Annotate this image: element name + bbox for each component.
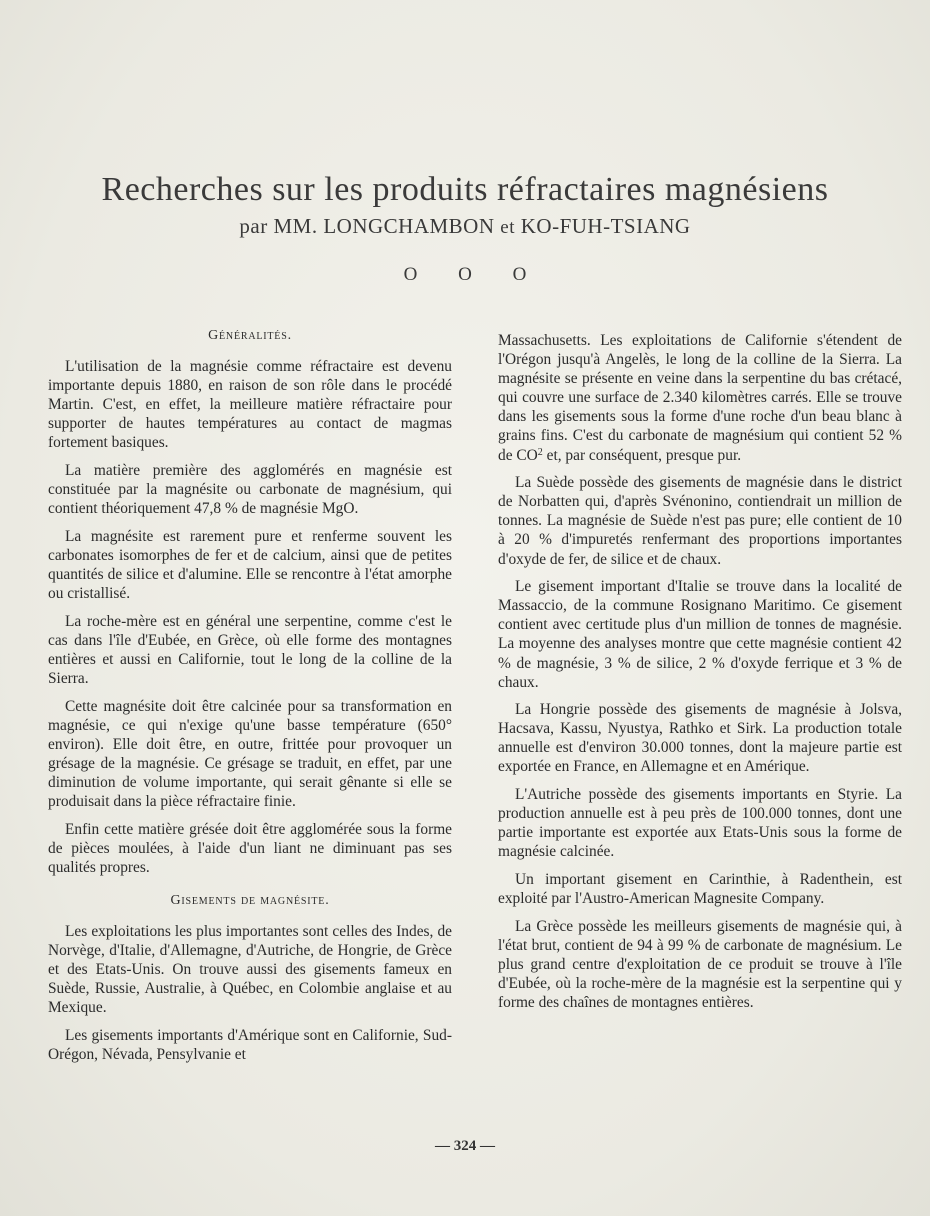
paragraph: La roche-mère est en général une serpentine, comme c'est le cas dans l'île d'Eubée, en Grèce, où elle forme des montagnes entières et aussi en Californie, tout le long de la colline de la Sierra. bbox=[48, 612, 452, 687]
paragraph: La Hongrie possède des gisements de magnésie à Jolsva, Hacsava, Kassu, Nyustya, Rathko et Sirk. La production totale annuelle est d'environ 30.000 tonnes, dont la majeure partie est exportée en France, en Allemagne et en Amérique. bbox=[498, 701, 902, 776]
paragraph: Les gisements importants d'Amérique sont en Californie, Sud-Orégon, Névada, Pensylvanie et bbox=[48, 1027, 452, 1064]
paragraph-text: Massachusetts. Les exploitations de Californie s'étendent de l'Orégon jusqu'à Angelès, le long de la colline de la Sierra. La magnésite se présente en veine dans la serpentine du bas crétacé, qui couvre une surface de 2.340 kilomètres carrés. Elle se trouve dans les gisements sous la forme d'une roche d'un beau blanc à grains fins. C'est du carbonate de magnésium qui contient 52 % de CO bbox=[498, 332, 902, 464]
byline-par: par bbox=[239, 214, 268, 238]
paragraph: La magnésite est rarement pure et renferme souvent les carbonates isomorphes de fer et de calcium, ainsi que de petites quantités de silice et d'alumine. Elle se rencontre à l'état amorphe ou cristallisé. bbox=[48, 527, 452, 603]
byline-authors-2: KO-FUH-TSIANG bbox=[520, 214, 691, 238]
paragraph: L'utilisation de la magnésie comme réfractaire est devenu importante depuis 1880, en raison de son rôle dans le procédé Martin. C'est, en effet, la meilleure matière réfractaire pour supporter de hautes températures au contact de magmas fortement basiques. bbox=[48, 358, 452, 452]
section-heading-generalites: Généralités. bbox=[208, 328, 292, 343]
paragraph: Les exploitations les plus importantes sont celles des Indes, de Norvège, d'Italie, d'Allemagne, d'Autriche, de Hongrie, de Grèce et des Etats-Unis. On trouve aussi des gisements fameux en Suède, Russie, Australie, à Québec, en Colombie anglaise et au Mexique. bbox=[48, 923, 452, 1017]
right-column bbox=[498, 331, 902, 1021]
paragraph bbox=[498, 331, 902, 465]
paragraph-text: et, par conséquent, presque pur. bbox=[542, 446, 742, 464]
paragraph: L'Autriche possède des gisements importants en Styrie. La production annuelle est à peu près de 100.000 tonnes, dont une partie importante est exportée aux Etats-Unis sous la forme de magnésie calcinée. bbox=[498, 786, 902, 861]
byline bbox=[0, 214, 930, 239]
paragraph: La Suède possède des gisements de magnésie dans le district de Norbatten qui, d'après Svénonino, contiendrait un million de tonnes. La magnésie de Suède n'est pas pure; elle contient de 10 à 20 % d'impuretés renfermant des proportions importantes d'oxyde de fer, de silice et de chaux. bbox=[498, 474, 902, 568]
paragraph: Le gisement important d'Italie se trouve dans la localité de Massaccio, de la commune Rosignano Maritimo. Ce gisement contient avec certitude plus d'un million de tonnes de magnésie. La moyenne des analyses montre que cette magnésie contient 42 % de magnésie, 3 % de silice, 2 % d'oxyde ferrique et 3 % de chaux. bbox=[498, 578, 902, 691]
ornament: O O O bbox=[403, 264, 545, 285]
byline-authors-1: MM. LONGCHAMBON bbox=[273, 214, 495, 238]
paragraph: La Grèce possède les meilleurs gisements de magnésie qui, à l'état brut, contient de 94 à 99 % de carbonate de magnésium. Le plus grand centre d'exploitation de ce produit se trouve à l'île d'Eubée, où la roche-mère de la magnésie est la serpentine qui y forme des chaînes de montagnes entières. bbox=[498, 917, 902, 1011]
page-number: — 324 — bbox=[435, 1138, 495, 1154]
paragraph: Un important gisement en Carinthie, à Radenthein, est exploité par l'Austro-American Magnesite Company. bbox=[498, 870, 902, 908]
article-title: Recherches sur les produits réfractaires magnésiens bbox=[101, 170, 829, 208]
paragraph: Cette magnésite doit être calcinée pour sa transformation en magnésie, ce qui n'exige qu'une basse température (650° environ). Elle doit être, en outre, frittée pour provoquer un grésage de la magnésie. Ce grésage se traduit, en effet, par une diminution de volume importante, qui serait gênante si elle se produisait dans la pièce réfractaire finie. bbox=[48, 697, 452, 811]
byline-et: et bbox=[500, 217, 515, 238]
section-heading-gisements: Gisements de magnésite. bbox=[170, 892, 330, 908]
left-column bbox=[48, 326, 452, 1073]
paragraph: La matière première des agglomérés en magnésie est constituée par la magnésite ou carbonate de magnésium, qui contient théoriquement 47,8 % de magnésie MgO. bbox=[48, 462, 452, 518]
superscript: 2 bbox=[537, 446, 543, 458]
paragraph: Enfin cette matière grésée doit être agglomérée sous la forme de pièces moulées, à l'aide d'un liant ne diminuant pas ses qualités propres. bbox=[48, 820, 452, 876]
